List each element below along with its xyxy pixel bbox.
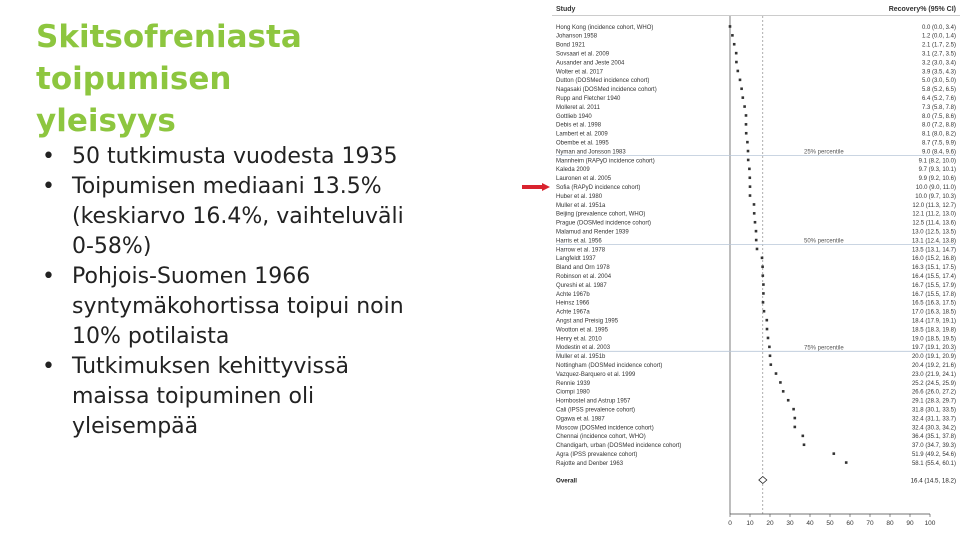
study-ci: 16.4 (15.5, 17.4) [911, 273, 956, 280]
study-ci: 7.3 (5.8, 7.8) [921, 104, 956, 111]
study-point [743, 105, 746, 108]
study-name: Nottingham (DOSMed incidence cohort) [556, 362, 663, 369]
study-ci: 2.1 (1.7, 2.5) [921, 42, 956, 49]
study-name: Wolter et al. 2017 [556, 69, 603, 76]
study-point [766, 328, 769, 331]
study-ci: 9.1 (8.2, 10.0) [918, 158, 956, 165]
study-point [742, 96, 745, 99]
study-point [845, 461, 848, 464]
study-ci: 19.7 (19.1, 20.3) [911, 345, 956, 352]
study-name: Gottlieb 1940 [556, 113, 592, 120]
study-point [779, 381, 782, 384]
bullet-line: Tutkimuksen kehittyvissä [72, 354, 349, 379]
study-ci: 10.0 (9.0, 11.0) [915, 184, 956, 191]
header-effect: Recovery% (95% CI) [888, 6, 956, 13]
bullet-line: 10% potilaista [72, 324, 230, 349]
study-point [753, 212, 756, 215]
study-point [761, 257, 764, 260]
study-name: Nyman and Jonsson 1983 [556, 149, 626, 156]
study-ci: 18.4 (17.9, 19.1) [911, 318, 956, 325]
study-ci: 8.0 (7.2, 8.8) [921, 122, 956, 129]
study-ci: 29.1 (28.3, 29.7) [911, 398, 956, 405]
study-point [794, 417, 797, 420]
study-name: Ausander and Jeste 2004 [556, 60, 625, 67]
study-ci: 18.5 (18.3, 19.8) [911, 327, 956, 334]
bullet-list [38, 142, 508, 442]
bullet-line: maissa toipuminen oli [72, 384, 315, 409]
study-ci: 5.0 (3.0, 5.0) [921, 78, 956, 85]
study-point [767, 337, 770, 340]
study-point [762, 283, 765, 286]
study-ci: 26.6 (26.0, 27.2) [911, 389, 956, 396]
slide-title-line-2: yleisyys [36, 103, 176, 139]
slide-title-line-1: Skitsofreniasta toipumisen [36, 19, 302, 97]
study-ci: 3.2 (3.0, 3.4) [921, 60, 956, 67]
study-point [739, 79, 742, 82]
study-point [787, 399, 790, 402]
percentile-label: 50% percentile [804, 238, 844, 245]
study-name: Beijing (prevalence cohort, WHO) [556, 211, 646, 218]
bullet-line: (keskiarvo 16.4%, vaihteluväli [72, 204, 404, 229]
bullet-line: Toipumisen mediaani 13.5% [72, 174, 382, 199]
study-name: Qureshi et al. 1987 [556, 282, 607, 289]
study-name: Henry et al. 2010 [556, 336, 602, 343]
study-name: Malamud and Render 1939 [556, 229, 629, 236]
bullet-item [38, 262, 508, 352]
study-ci: 16.3 (15.1, 17.5) [911, 265, 956, 272]
study-ci: 16.5 (16.3, 17.5) [911, 300, 956, 307]
header-study: Study [556, 6, 576, 13]
study-ci: 0.0 (0.0, 3.4) [921, 24, 956, 31]
study-ci: 13.0 (12.5, 13.5) [911, 229, 956, 236]
study-point [754, 221, 757, 224]
study-ci: 25.2 (24.5, 25.9) [911, 380, 956, 387]
bullet-line: yleisempää [72, 414, 199, 439]
x-tick-label: 20 [766, 520, 774, 527]
bullet-item [38, 352, 508, 442]
bullet-line: 0-58%) [72, 234, 152, 259]
study-ci: 1.2 (0.0, 1.4) [921, 33, 956, 40]
study-name: Muller et al. 1951a [556, 202, 606, 209]
study-point [755, 230, 758, 233]
x-tick-label: 50 [826, 520, 834, 527]
x-tick-label: 30 [786, 520, 794, 527]
bullet-item [38, 142, 508, 172]
bullet-line: 50 tutkimusta vuodesta 1935 [72, 144, 398, 169]
study-point [802, 435, 805, 438]
study-ci: 3.1 (2.7, 3.5) [921, 51, 956, 58]
study-ci: 6.4 (5.2, 7.6) [921, 95, 956, 102]
study-ci: 16.7 (15.5, 17.9) [911, 282, 956, 289]
study-name: Harrow et al. 1978 [556, 247, 606, 254]
study-name: Ogawa et al. 1987 [556, 416, 605, 423]
study-ci: 3.9 (3.5, 4.3) [921, 69, 956, 76]
percentile-label: 25% percentile [804, 149, 844, 156]
study-point [766, 319, 769, 322]
study-point [735, 52, 738, 55]
study-name: Chandigarh, urban (DOSMed incidence cohort) [556, 443, 682, 450]
study-ci: 9.0 (8.4, 9.6) [921, 149, 956, 156]
study-point [769, 354, 772, 357]
overall-label: Overall [556, 477, 577, 485]
bullet-line: Pohjois-Suomen 1966 [72, 264, 311, 289]
study-name: Dutton (DOSMed incidence cohort) [556, 78, 650, 85]
study-name: Molleret al. 2011 [556, 104, 600, 111]
x-tick-label: 90 [906, 520, 914, 527]
study-name: Langfeldt 1937 [556, 256, 596, 263]
study-name: Sovsaari et al. 2009 [556, 51, 610, 58]
study-point [731, 34, 734, 37]
study-name: Heinsz 1966 [556, 300, 590, 307]
study-ci: 51.9 (49.2, 54.6) [911, 451, 956, 458]
study-ci: 31.8 (30.1, 33.5) [911, 407, 956, 414]
study-name: Chennai (incidence cohort, WHO) [556, 434, 646, 441]
study-name: Muller et al. 1951b [556, 354, 606, 361]
study-name: Kaleda 2009 [556, 167, 590, 174]
study-ci: 16.0 (15.2, 16.8) [911, 256, 956, 263]
study-point [775, 372, 778, 375]
study-name: Moscow (DOSMed incidence cohort) [556, 425, 654, 432]
study-point [768, 346, 771, 349]
study-ci: 37.0 (34.7, 39.3) [911, 443, 956, 450]
study-point [753, 203, 756, 206]
study-name: Angst and Preisig 1995 [556, 318, 619, 325]
study-name: Rupp and Fletcher 1940 [556, 95, 621, 102]
study-point [748, 168, 751, 171]
study-name: Agra (IPSS prevalence cohort) [556, 451, 638, 458]
study-name: Modestin et al. 2003 [556, 345, 611, 352]
study-name: Lauronen et al. 2005 [556, 176, 612, 183]
study-name: Bland and Orn 1978 [556, 265, 610, 272]
study-ci: 13.5 (13.1, 14.7) [911, 247, 956, 254]
study-ci: 23.0 (21.9, 24.1) [911, 371, 956, 378]
study-ci: 5.8 (5.2, 6.5) [921, 87, 956, 94]
overall-diamond [759, 477, 767, 484]
study-point [733, 43, 736, 46]
study-point [735, 61, 738, 64]
study-ci: 16.7 (15.5, 17.8) [911, 291, 956, 298]
percentile-label: 75% percentile [804, 345, 844, 352]
study-point [749, 176, 752, 179]
study-name: Lambert et al. 2009 [556, 131, 608, 138]
study-name: Prague (DOSMed incidence cohort) [556, 220, 652, 227]
study-ci: 8.7 (7.5, 9.9) [921, 140, 956, 147]
study-name: Ciompi 1980 [556, 389, 590, 396]
study-point [729, 25, 732, 28]
study-name: Nagasaki (DOSMed incidence cohort) [556, 87, 657, 94]
study-name: Debis et al. 1998 [556, 122, 602, 129]
study-name: Harris et al. 1956 [556, 238, 602, 245]
study-point [740, 87, 743, 90]
study-ci: 12.5 (11.4, 13.6) [912, 220, 956, 227]
study-point [747, 150, 750, 153]
x-tick-label: 60 [846, 520, 854, 527]
x-tick-label: 80 [886, 520, 894, 527]
study-ci: 20.0 (19.1, 20.9) [911, 354, 956, 361]
study-point [803, 443, 806, 446]
study-ci: 32.4 (30.3, 34.2) [911, 425, 956, 432]
study-name: Vazquez-Barquero et al. 1999 [556, 371, 636, 378]
study-name: Huber et al. 1980 [556, 193, 603, 200]
x-tick-label: 40 [806, 520, 814, 527]
study-point [794, 426, 797, 429]
study-point [756, 248, 759, 251]
slide-title [36, 16, 506, 142]
study-ci: 32.4 (31.1, 33.7) [911, 416, 956, 423]
study-name: Mannheim (RAPyD incidence cohort) [556, 158, 655, 165]
study-name: Rajotte and Denber 1963 [556, 460, 624, 467]
study-name: Achte 1967a [556, 309, 590, 316]
bullet-line: syntymäkohortissa toipui noin [72, 294, 404, 319]
study-point [755, 239, 758, 242]
study-point [745, 132, 748, 135]
study-ci: 13.1 (12.4, 13.8) [911, 238, 956, 245]
study-ci: 8.1 (8.0, 8.2) [921, 131, 956, 138]
study-name: Achte 1967b [556, 291, 590, 298]
study-ci: 9.9 (9.2, 10.6) [918, 176, 956, 183]
study-point [737, 70, 740, 73]
study-point [770, 363, 773, 366]
study-name: Sofia (RAPyD incidence cohort) [556, 184, 641, 191]
study-point [745, 123, 748, 126]
study-point [792, 408, 795, 411]
overall-value: 16.4 (14.5, 18.2) [910, 477, 956, 485]
study-name: Johanson 1958 [556, 33, 598, 40]
x-tick-label: 0 [728, 520, 732, 527]
study-name: Bond 1921 [556, 42, 586, 49]
red-pointer-arrow [522, 183, 550, 191]
study-ci: 12.0 (11.3, 12.7) [912, 202, 956, 209]
study-point [761, 265, 764, 268]
study-name: Obembe et al. 1995 [556, 140, 609, 147]
study-ci: 58.1 (55.4, 60.1) [911, 460, 956, 467]
study-ci: 12.1 (11.2, 13.0) [912, 211, 956, 218]
study-point [749, 185, 752, 188]
study-point [762, 292, 765, 295]
study-point [745, 114, 748, 117]
study-name: Wootton et al. 1995 [556, 327, 608, 334]
study-point [746, 141, 749, 144]
study-point [782, 390, 785, 393]
study-name: Robinson et al. 2004 [556, 273, 612, 280]
x-tick-label: 10 [746, 520, 754, 527]
study-ci: 9.7 (9.3, 10.1) [918, 167, 956, 174]
bullet-item [38, 172, 508, 262]
x-tick-label: 70 [866, 520, 874, 527]
study-ci: 8.0 (7.5, 8.6) [921, 113, 956, 120]
x-tick-label: 100 [924, 520, 936, 527]
study-point [833, 452, 836, 455]
study-point [747, 159, 750, 162]
study-point [762, 274, 765, 277]
study-name: Cali (IPSS prevalence cohort) [556, 407, 636, 414]
study-point [762, 301, 765, 304]
study-ci: 36.4 (35.1, 37.8) [911, 434, 956, 441]
study-name: Rennie 1939 [556, 380, 591, 387]
study-name: Hornbostel and Astrup 1957 [556, 398, 631, 405]
study-ci: 10.0 (9.7, 10.3) [915, 193, 956, 200]
study-ci: 17.0 (16.3, 18.5) [911, 309, 956, 316]
study-name: Hong Kong (incidence cohort, WHO) [556, 24, 654, 31]
study-ci: 20.4 (19.2, 21.6) [911, 362, 956, 369]
study-point [749, 194, 752, 197]
forest-plot [552, 0, 960, 540]
study-point [763, 310, 766, 313]
study-ci: 19.0 (18.5, 19.5) [911, 336, 956, 343]
